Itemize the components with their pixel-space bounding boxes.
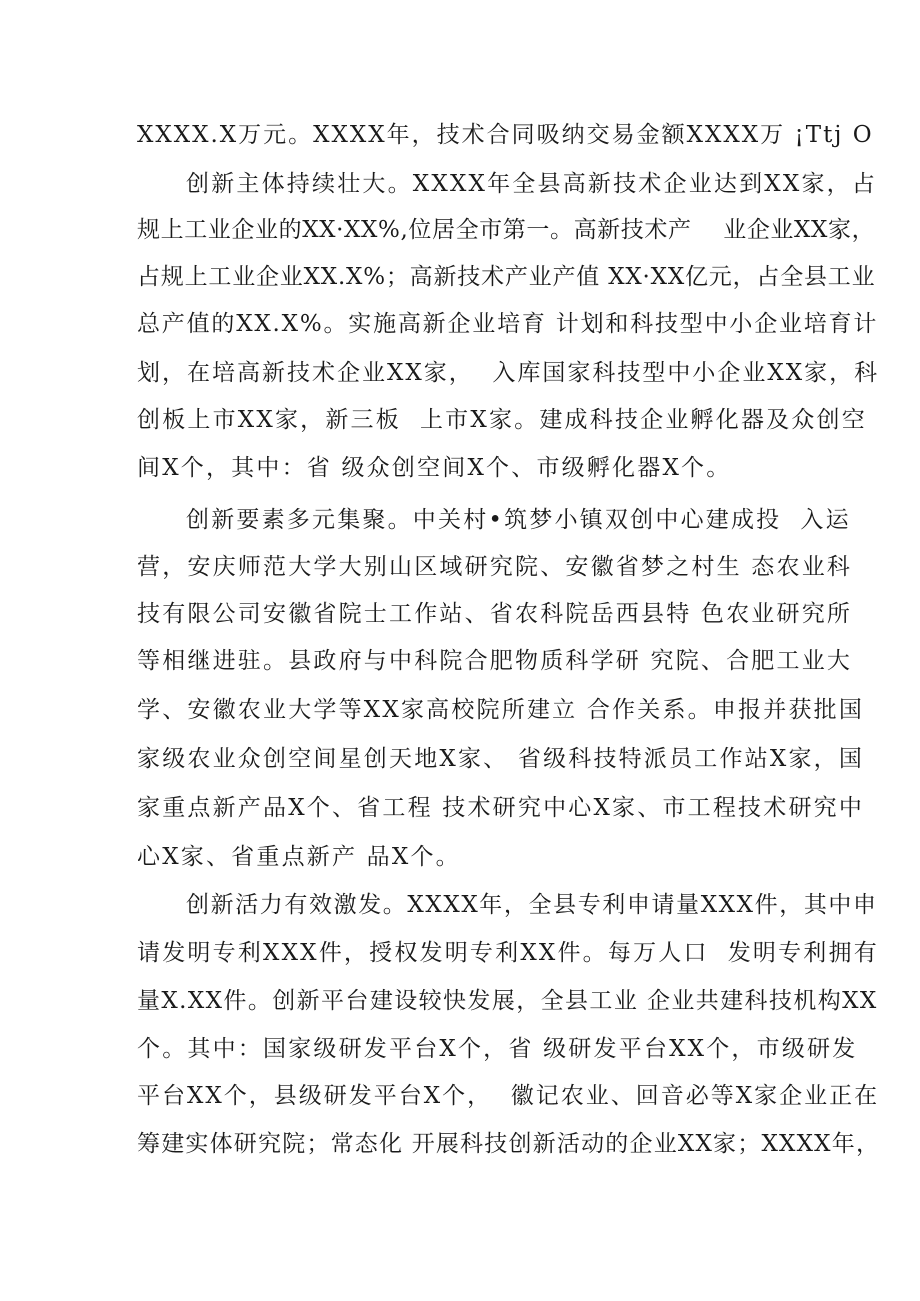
text-line: 营，安庆师范大学大别山区域研究院、安徽省梦之村生 态农业科 [137, 554, 853, 580]
paragraph-first-line: 创新主体持续壮大。XXXX年全县高新技术企业达到XX家，占 [186, 171, 878, 197]
text-line: 家级农业众创空间星创天地X家、 省级科技特派员工作站X家，国 [137, 746, 865, 772]
text-line: 占规上工业企业XX.X%；高新技术产业产值 XX·XX亿元，占全县工业 [137, 264, 876, 290]
text-line: 规上工业企业的XX·XX%,位居全市第一。高新技术产 业企业XX家， [137, 217, 876, 243]
text-line: 量X.XX件。创新平台建设较快发展，全县工业 企业共建科技机构XX [137, 988, 878, 1014]
text-line: 平台XX个，县级研发平台X个， 徽记农业、回音必等X家企业正在 [137, 1083, 880, 1109]
text-line: 等相继进驻。县政府与中科院合肥物质科学研 究院、合肥工业大 [137, 648, 853, 674]
paragraph-first-line: 创新要素多元集聚。中关村•筑梦小镇双创中心建成投 入运 [186, 507, 851, 533]
text-line: 个。其中：国家级研发平台X个，省 级研发平台XX个，市级研发 [137, 1036, 858, 1062]
text-line: 学、安徽农业大学等XX家高校院所建立 合作关系。申报并获批国 [137, 697, 865, 723]
text-line: 总产值的XX.X%。实施高新企业培育 计划和科技型中小企业培育计 [137, 311, 879, 337]
text-line: 技有限公司安徽省院士工作站、省农科院岳西县特 色农业研究所 [137, 601, 853, 627]
text-line: 请发明专利XXX件，授权发明专利XX件。每万人口 发明专利拥有 [137, 940, 879, 966]
text-line: XXXX.X万元。XXXX年，技术合同吸纳交易金额XXXX万 ¡Ttj O [137, 122, 874, 148]
text-line: 心X家、省重点新产 品X个。 [137, 844, 461, 870]
text-line: 划，在培高新技术企业XX家， 入库国家科技型中小企业XX家，科 [137, 360, 880, 386]
text-line: 筹建实体研究院；常态化 开展科技创新活动的企业XX家；XXXX年， [137, 1131, 881, 1157]
text-line: 家重点新产品X个、省工程 技术研究中心X家、市工程技术研究中 [137, 795, 865, 821]
text-line: 创板上市XX家，新三板 上市X家。建成科技企业孵化器及众创空 [137, 407, 867, 433]
text-line: 间X个，其中：省 级众创空间X个、市级孵化器X个。 [137, 455, 732, 481]
paragraph-first-line: 创新活力有效激发。XXXX年，全县专利申请量XXX件，其中申 [186, 892, 878, 918]
